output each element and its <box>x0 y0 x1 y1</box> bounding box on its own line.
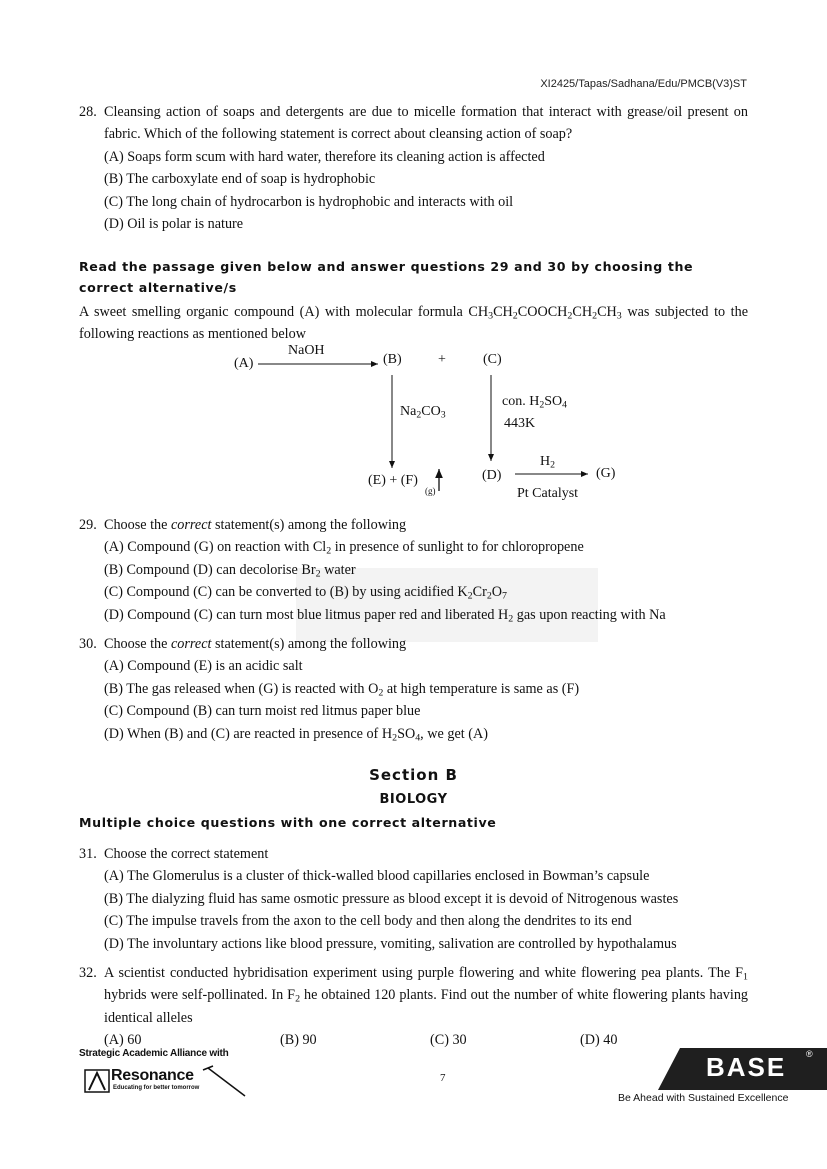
question-30 <box>79 633 748 745</box>
option-d: (D) Oil is polar is nature <box>104 216 244 233</box>
passage-intro: A sweet smelling organic compound (A) with molecular formula $CH_3CH_2COOCH_2CH_2CH_3$ was subjected to the following reactions as mentioned below <box>79 304 749 343</box>
option-c: (C) The long chain of hydrocarbon is hydrophobic and interacts with oil <box>104 193 514 210</box>
option-b: (B) The carboxylate end of soap is hydrophobic <box>104 171 376 188</box>
option-c: (C) Compound (C) can be converted to (B) by using acidified $K_2Cr_2O_7$ <box>104 584 508 602</box>
reagent-na2co3: $Na_2CO_3$ <box>400 404 446 421</box>
question-stem: Choose the correct statement <box>104 846 269 862</box>
option-b: (B) The gas released when (G) is reacted with $O_2$ at high temperature is same as (F) <box>104 680 580 699</box>
option-a: (A) Compound (E) is an acidic salt <box>104 658 303 675</box>
compound-c: (C) <box>483 352 502 367</box>
section-instruction: Multiple choice questions with one correct alternative <box>79 815 497 830</box>
compound-d: (D) <box>482 468 502 483</box>
question-31 <box>79 843 748 955</box>
gas-label: (g) <box>425 486 436 496</box>
reagent-naoh: NaOH <box>288 343 325 358</box>
question-stem: A scientist conducted hybridisation experiment using purple flowering and white flowering pea plants. The $F_1$ hybrids were self-pollinated. In $F_2$ he obtained 120 plants. Find out the number of white flowering plants having identical alleles <box>104 965 749 1026</box>
reagent-h2so4: con. $H_2SO_4$ <box>502 394 568 411</box>
temperature: 443K <box>504 416 536 431</box>
reagent-h2: $H_2$ <box>540 454 556 471</box>
question-number: 28. <box>79 104 97 120</box>
base-wordmark: BASE <box>706 1052 787 1082</box>
page-number: 7 <box>440 1072 446 1084</box>
question-28 <box>79 101 748 235</box>
compound-a: (A) <box>234 356 254 371</box>
question-number: 31. <box>79 846 97 862</box>
products-ef: (E) + (F) <box>368 473 418 488</box>
option-d: (D) Compound (C) can turn most blue litmus paper red and liberated $H_2$ gas upon reacting with Na <box>104 606 666 625</box>
option-a: (A) Soaps form scum with hard water, therefore its cleaning action is affected <box>104 148 545 165</box>
question-number: 30. <box>79 636 97 652</box>
section-title: Section B <box>369 766 458 784</box>
option-a: (A) The Glomerulus is a cluster of thick-walled blood capillaries enclosed in Bowman’s capsule <box>104 868 650 885</box>
resonance-tagline: Educating for better tomorrow <box>113 1085 200 1091</box>
question-number: 32. <box>79 965 97 981</box>
base-logo <box>658 1046 827 1090</box>
option-d: (D) 40 <box>580 1032 618 1049</box>
option-d: (D) When (B) and (C) are reacted in presence of $H_2SO_4$, we get (A) <box>104 725 488 744</box>
option-c: (C) The impulse travels from the axon to the cell body and then along the dendrites to its end <box>104 913 632 930</box>
reaction-arrows <box>220 343 640 508</box>
plus-sign: + <box>438 352 446 367</box>
question-29 <box>79 514 748 626</box>
option-b: (B) 90 <box>280 1032 317 1049</box>
document-code: XI2425/Tapas/Sadhana/Edu/PMCB(V3)ST <box>540 78 747 90</box>
reaction-scheme <box>220 343 640 508</box>
question-stem: Choose the correct statement(s) among the following <box>104 636 407 652</box>
question-32 <box>79 962 748 1051</box>
option-c: (C) Compound (B) can turn moist red litmus paper blue <box>104 703 421 720</box>
catalyst: Pt Catalyst <box>517 486 579 501</box>
question-stem: Cleansing action of soaps and detergents are due to micelle formation that interact with grease/oil present on fabric. Which of the following statement is correct about cleansing action of soap? <box>104 104 748 143</box>
question-number: 29. <box>79 517 97 533</box>
option-c: (C) 30 <box>430 1032 467 1049</box>
subject-title: BIOLOGY <box>379 792 448 807</box>
option-a: (A) 60 <box>104 1032 142 1049</box>
question-stem: Choose the correct statement(s) among the following <box>104 517 407 533</box>
alliance-text: Strategic Academic Alliance with <box>79 1048 229 1059</box>
resonance-logo <box>79 1048 279 1108</box>
compound-g: (G) <box>596 466 616 481</box>
resonance-wordmark: Resonance <box>111 1067 194 1084</box>
option-b: (B) Compound (D) can decolorise $Br_2$ water <box>104 561 356 580</box>
option-b: (B) The dialyzing fluid has same osmotic pressure as blood except it is devoid of Nitrogenous wastes <box>104 890 679 907</box>
registered-icon: ® <box>806 1049 813 1059</box>
passage-heading: Read the passage given below and answer questions 29 and 30 by choosing the correct alternative/s <box>79 259 694 295</box>
option-a: (A) Compound (G) on reaction with $Cl_2$ in presence of sunlight to for chloropropene <box>104 539 584 557</box>
option-d: (D) The involuntary actions like blood pressure, vomiting, salivation are controlled by hypothalamus <box>104 935 677 952</box>
base-tagline: Be Ahead with Sustained Excellence <box>618 1092 789 1104</box>
compound-b: (B) <box>383 352 402 367</box>
